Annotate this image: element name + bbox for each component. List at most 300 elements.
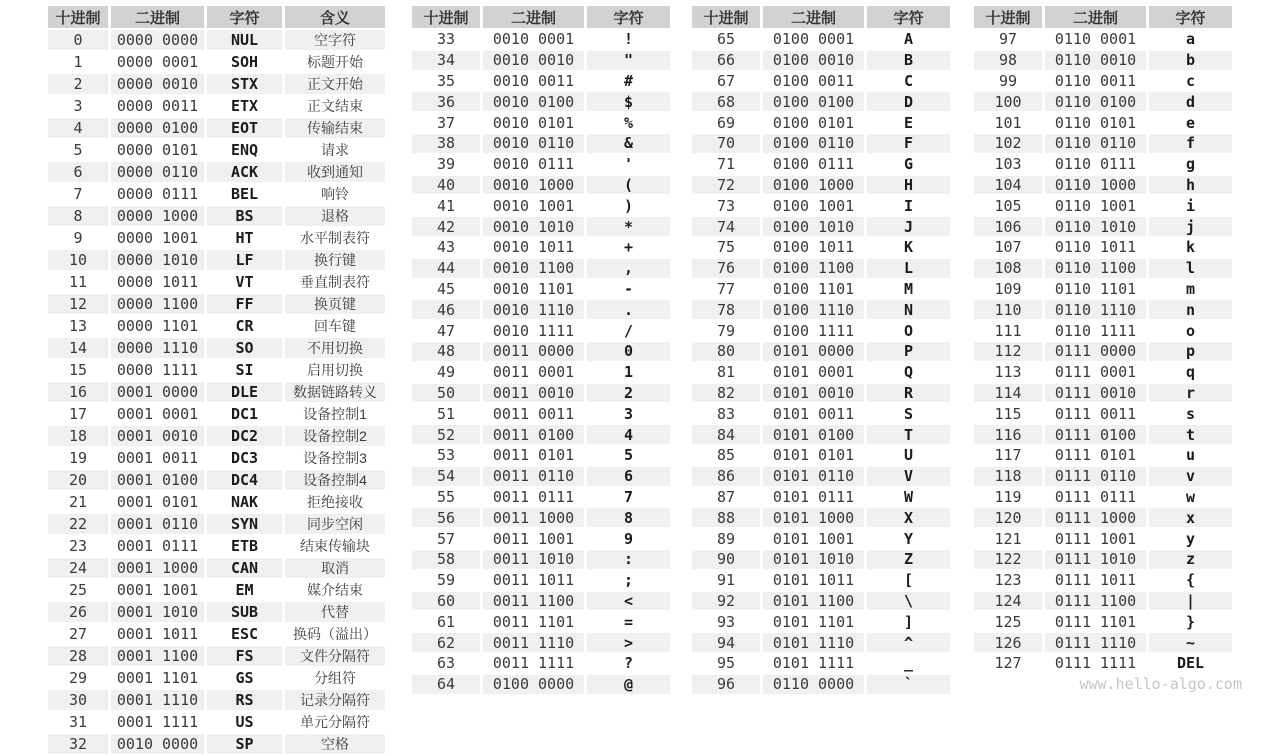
cell-decimal: 45	[412, 280, 483, 301]
cell-decimal: 9	[48, 228, 111, 250]
cell-char: 9	[587, 529, 670, 550]
cell-decimal: 107	[974, 238, 1045, 259]
cell-char: c	[1149, 72, 1232, 93]
cell-binary: 0011 0010	[483, 384, 587, 405]
cell-char: P	[867, 342, 950, 363]
column-header-binary: 二进制	[483, 6, 587, 30]
ascii-row-98	[974, 51, 1232, 72]
ascii-row-90	[692, 550, 950, 571]
cell-char: a	[1149, 30, 1232, 51]
cell-char: US	[207, 712, 285, 734]
cell-binary: 0011 1001	[483, 529, 587, 550]
cell-decimal: 75	[692, 238, 763, 259]
ascii-row-69	[692, 113, 950, 134]
cell-meaning: 记录分隔符	[285, 690, 385, 712]
cell-meaning: 标题开始	[285, 52, 385, 74]
cell-binary: 0100 0100	[763, 92, 867, 113]
cell-decimal: 65	[692, 30, 763, 51]
cell-meaning: 同步空闲	[285, 514, 385, 536]
cell-char: !	[587, 30, 670, 51]
cell-char: i	[1149, 196, 1232, 217]
cell-binary: 0000 0000	[111, 30, 207, 52]
cell-binary: 0101 1010	[763, 550, 867, 571]
cell-char: j	[1149, 217, 1232, 238]
cell-char: G	[867, 155, 950, 176]
cell-binary: 0111 1110	[1045, 633, 1149, 654]
cell-meaning: 文件分隔符	[285, 646, 385, 668]
cell-char: <	[587, 592, 670, 613]
ascii-row-47	[412, 321, 670, 342]
ascii-row-122	[974, 550, 1232, 571]
cell-binary: 0010 0111	[483, 155, 587, 176]
cell-char: LF	[207, 250, 285, 272]
ascii-row-88	[692, 508, 950, 529]
cell-binary: 0000 1110	[111, 338, 207, 360]
cell-binary: 0100 0011	[763, 72, 867, 93]
cell-binary: 0110 0000	[763, 675, 867, 696]
cell-meaning: 换页键	[285, 294, 385, 316]
ascii-row-41	[412, 196, 670, 217]
ascii-row-99	[974, 72, 1232, 93]
cell-decimal: 112	[974, 342, 1045, 363]
cell-char: I	[867, 196, 950, 217]
cell-decimal: 15	[48, 360, 111, 382]
cell-binary: 0001 0111	[111, 536, 207, 558]
ascii-row-102	[974, 134, 1232, 155]
cell-binary: 0111 0110	[1045, 467, 1149, 488]
cell-char: \	[867, 592, 950, 613]
ascii-row-16	[48, 382, 385, 404]
ascii-row-103	[974, 155, 1232, 176]
ascii-row-23	[48, 536, 385, 558]
ascii-row-33	[412, 30, 670, 51]
cell-meaning: 换行键	[285, 250, 385, 272]
cell-binary: 0101 0100	[763, 425, 867, 446]
ascii-row-123	[974, 571, 1232, 592]
cell-decimal: 3	[48, 96, 111, 118]
cell-binary: 0010 0001	[483, 30, 587, 51]
cell-binary: 0110 1011	[1045, 238, 1149, 259]
cell-char: FS	[207, 646, 285, 668]
column-header-meaning: 含义	[285, 6, 385, 30]
cell-meaning: 设备控制2	[285, 426, 385, 448]
ascii-row-10	[48, 250, 385, 272]
cell-binary: 0101 1100	[763, 592, 867, 613]
cell-char: :	[587, 550, 670, 571]
cell-binary: 0000 0001	[111, 52, 207, 74]
cell-binary: 0010 1000	[483, 176, 587, 197]
cell-binary: 0100 0110	[763, 134, 867, 155]
cell-char: 4	[587, 425, 670, 446]
cell-binary: 0010 1011	[483, 238, 587, 259]
cell-meaning: 收到通知	[285, 162, 385, 184]
ascii-row-6	[48, 162, 385, 184]
cell-char: DEL	[1149, 654, 1232, 675]
cell-char: CAN	[207, 558, 285, 580]
cell-char: U	[867, 446, 950, 467]
ascii-row-84	[692, 425, 950, 446]
cell-decimal: 71	[692, 155, 763, 176]
ascii-row-106	[974, 217, 1232, 238]
cell-char: .	[587, 300, 670, 321]
cell-decimal: 25	[48, 580, 111, 602]
column-header-binary: 二进制	[1045, 6, 1149, 30]
ascii-row-100	[974, 92, 1232, 113]
cell-binary: 0111 1000	[1045, 508, 1149, 529]
cell-char: S	[867, 404, 950, 425]
cell-binary: 0110 0001	[1045, 30, 1149, 51]
cell-char: g	[1149, 155, 1232, 176]
cell-decimal: 54	[412, 467, 483, 488]
ascii-row-2	[48, 74, 385, 96]
cell-decimal: 127	[974, 654, 1045, 675]
ascii-row-22	[48, 514, 385, 536]
cell-decimal: 80	[692, 342, 763, 363]
column-header-decimal: 十进制	[48, 6, 111, 30]
cell-decimal: 43	[412, 238, 483, 259]
cell-char: 5	[587, 446, 670, 467]
cell-char: l	[1149, 259, 1232, 280]
cell-decimal: 78	[692, 300, 763, 321]
cell-decimal: 125	[974, 612, 1045, 633]
cell-decimal: 94	[692, 633, 763, 654]
cell-decimal: 23	[48, 536, 111, 558]
cell-decimal: 11	[48, 272, 111, 294]
ascii-table-control-chars	[48, 6, 385, 756]
ascii-row-94	[692, 633, 950, 654]
cell-binary: 0101 0010	[763, 384, 867, 405]
cell-binary: 0011 1000	[483, 508, 587, 529]
cell-decimal: 16	[48, 382, 111, 404]
cell-char: 3	[587, 404, 670, 425]
cell-char: 2	[587, 384, 670, 405]
cell-char: 0	[587, 342, 670, 363]
cell-binary: 0010 0011	[483, 72, 587, 93]
cell-decimal: 93	[692, 612, 763, 633]
ascii-row-11	[48, 272, 385, 294]
cell-char: X	[867, 508, 950, 529]
cell-binary: 0100 0001	[763, 30, 867, 51]
cell-binary: 0110 1000	[1045, 176, 1149, 197]
cell-meaning: 正文开始	[285, 74, 385, 96]
cell-decimal: 104	[974, 176, 1045, 197]
cell-binary: 0101 0011	[763, 404, 867, 425]
cell-decimal: 44	[412, 259, 483, 280]
ascii-row-12	[48, 294, 385, 316]
cell-decimal: 119	[974, 488, 1045, 509]
ascii-row-80	[692, 342, 950, 363]
cell-binary: 0101 0111	[763, 488, 867, 509]
cell-decimal: 83	[692, 404, 763, 425]
cell-binary: 0101 1111	[763, 654, 867, 675]
ascii-row-24	[48, 558, 385, 580]
cell-binary: 0011 1011	[483, 571, 587, 592]
cell-char: ESC	[207, 624, 285, 646]
cell-decimal: 62	[412, 633, 483, 654]
cell-binary: 0001 0010	[111, 426, 207, 448]
ascii-row-109	[974, 280, 1232, 301]
cell-decimal: 14	[48, 338, 111, 360]
cell-meaning: 退格	[285, 206, 385, 228]
cell-binary: 0101 0001	[763, 363, 867, 384]
cell-decimal: 4	[48, 118, 111, 140]
cell-binary: 0000 1001	[111, 228, 207, 250]
cell-decimal: 97	[974, 30, 1045, 51]
cell-decimal: 24	[48, 558, 111, 580]
cell-decimal: 123	[974, 571, 1045, 592]
cell-char: '	[587, 155, 670, 176]
cell-decimal: 100	[974, 92, 1045, 113]
cell-binary: 0110 0101	[1045, 113, 1149, 134]
cell-decimal: 34	[412, 51, 483, 72]
cell-binary: 0110 1010	[1045, 217, 1149, 238]
column-header-decimal: 十进制	[692, 6, 763, 30]
cell-meaning: 单元分隔符	[285, 712, 385, 734]
cell-decimal: 57	[412, 529, 483, 550]
cell-binary: 0011 1100	[483, 592, 587, 613]
ascii-row-53	[412, 446, 670, 467]
cell-char: ^	[867, 633, 950, 654]
cell-char: k	[1149, 238, 1232, 259]
ascii-row-126	[974, 633, 1232, 654]
cell-char: SI	[207, 360, 285, 382]
cell-binary: 0111 0011	[1045, 404, 1149, 425]
ascii-row-15	[48, 360, 385, 382]
cell-binary: 0001 1100	[111, 646, 207, 668]
cell-char: |	[1149, 592, 1232, 613]
cell-decimal: 58	[412, 550, 483, 571]
cell-decimal: 103	[974, 155, 1045, 176]
column-header-binary: 二进制	[111, 6, 207, 30]
ascii-row-76	[692, 259, 950, 280]
cell-char: VT	[207, 272, 285, 294]
cell-decimal: 47	[412, 321, 483, 342]
cell-char: n	[1149, 300, 1232, 321]
cell-decimal: 87	[692, 488, 763, 509]
cell-decimal: 84	[692, 425, 763, 446]
cell-meaning: 回车键	[285, 316, 385, 338]
cell-binary: 0011 0110	[483, 467, 587, 488]
ascii-table-punctuation-digits	[412, 6, 670, 696]
cell-decimal: 106	[974, 217, 1045, 238]
cell-decimal: 101	[974, 113, 1045, 134]
cell-binary: 0010 1010	[483, 217, 587, 238]
cell-binary: 0011 0000	[483, 342, 587, 363]
cell-meaning: 启用切换	[285, 360, 385, 382]
cell-decimal: 102	[974, 134, 1045, 155]
cell-decimal: 8	[48, 206, 111, 228]
cell-binary: 0110 0111	[1045, 155, 1149, 176]
cell-binary: 0010 1110	[483, 300, 587, 321]
ascii-row-57	[412, 529, 670, 550]
cell-char: Z	[867, 550, 950, 571]
cell-binary: 0001 1010	[111, 602, 207, 624]
cell-decimal: 2	[48, 74, 111, 96]
cell-meaning: 取消	[285, 558, 385, 580]
cell-decimal: 66	[692, 51, 763, 72]
cell-char: 8	[587, 508, 670, 529]
cell-char: e	[1149, 113, 1232, 134]
cell-binary: 0110 1110	[1045, 300, 1149, 321]
cell-decimal: 68	[692, 92, 763, 113]
cell-char: DC1	[207, 404, 285, 426]
cell-binary: 0000 1000	[111, 206, 207, 228]
header-row	[692, 6, 950, 30]
cell-decimal: 90	[692, 550, 763, 571]
cell-decimal: 19	[48, 448, 111, 470]
cell-char: ENQ	[207, 140, 285, 162]
cell-char: R	[867, 384, 950, 405]
ascii-row-18	[48, 426, 385, 448]
ascii-row-124	[974, 592, 1232, 613]
cell-binary: 0101 1001	[763, 529, 867, 550]
cell-decimal: 42	[412, 217, 483, 238]
cell-binary: 0111 0100	[1045, 425, 1149, 446]
cell-decimal: 27	[48, 624, 111, 646]
cell-char: ]	[867, 612, 950, 633]
ascii-row-110	[974, 300, 1232, 321]
cell-char: %	[587, 113, 670, 134]
cell-char: >	[587, 633, 670, 654]
cell-meaning: 换码（溢出）	[285, 624, 385, 646]
ascii-row-66	[692, 51, 950, 72]
ascii-row-32	[48, 734, 385, 756]
cell-decimal: 118	[974, 467, 1045, 488]
ascii-row-104	[974, 176, 1232, 197]
cell-decimal: 46	[412, 300, 483, 321]
ascii-row-120	[974, 508, 1232, 529]
cell-decimal: 38	[412, 134, 483, 155]
cell-decimal: 92	[692, 592, 763, 613]
ascii-row-13	[48, 316, 385, 338]
cell-decimal: 116	[974, 425, 1045, 446]
cell-binary: 0000 0010	[111, 74, 207, 96]
cell-binary: 0111 1111	[1045, 654, 1149, 675]
cell-binary: 0001 1011	[111, 624, 207, 646]
cell-binary: 0110 0011	[1045, 72, 1149, 93]
cell-binary: 0111 0010	[1045, 384, 1149, 405]
cell-char: -	[587, 280, 670, 301]
cell-char: )	[587, 196, 670, 217]
cell-decimal: 95	[692, 654, 763, 675]
cell-decimal: 70	[692, 134, 763, 155]
ascii-row-78	[692, 300, 950, 321]
cell-decimal: 76	[692, 259, 763, 280]
cell-binary: 0101 1101	[763, 612, 867, 633]
ascii-table-65-96	[692, 6, 950, 696]
cell-decimal: 36	[412, 92, 483, 113]
ascii-row-43	[412, 238, 670, 259]
cell-binary: 0001 0110	[111, 514, 207, 536]
cell-decimal: 60	[412, 592, 483, 613]
cell-meaning: 不用切换	[285, 338, 385, 360]
ascii-row-71	[692, 155, 950, 176]
cell-char: 7	[587, 488, 670, 509]
ascii-row-63	[412, 654, 670, 675]
cell-char: J	[867, 217, 950, 238]
cell-decimal: 56	[412, 508, 483, 529]
column-header-binary: 二进制	[763, 6, 867, 30]
cell-char: DLE	[207, 382, 285, 404]
ascii-row-0	[48, 30, 385, 52]
cell-char: b	[1149, 51, 1232, 72]
cell-binary: 0100 1101	[763, 280, 867, 301]
cell-char: H	[867, 176, 950, 197]
cell-binary: 0111 0000	[1045, 342, 1149, 363]
cell-meaning: 空字符	[285, 30, 385, 52]
cell-char: w	[1149, 488, 1232, 509]
ascii-row-73	[692, 196, 950, 217]
cell-meaning: 设备控制4	[285, 470, 385, 492]
ascii-row-26	[48, 602, 385, 624]
cell-decimal: 117	[974, 446, 1045, 467]
cell-decimal: 50	[412, 384, 483, 405]
cell-decimal: 63	[412, 654, 483, 675]
cell-decimal: 124	[974, 592, 1045, 613]
cell-char: (	[587, 176, 670, 197]
cell-meaning: 设备控制1	[285, 404, 385, 426]
ascii-row-82	[692, 384, 950, 405]
ascii-row-5	[48, 140, 385, 162]
cell-char: _	[867, 654, 950, 675]
cell-char: v	[1149, 467, 1232, 488]
cell-decimal: 86	[692, 467, 763, 488]
cell-char: V	[867, 467, 950, 488]
cell-binary: 0100 1100	[763, 259, 867, 280]
ascii-row-19	[48, 448, 385, 470]
cell-binary: 0001 0100	[111, 470, 207, 492]
cell-char: C	[867, 72, 950, 93]
column-header-char: 字符	[587, 6, 670, 30]
cell-decimal: 73	[692, 196, 763, 217]
cell-binary: 0100 1001	[763, 196, 867, 217]
cell-binary: 0000 1011	[111, 272, 207, 294]
cell-char: #	[587, 72, 670, 93]
ascii-row-70	[692, 134, 950, 155]
ascii-row-118	[974, 467, 1232, 488]
ascii-row-3	[48, 96, 385, 118]
cell-decimal: 81	[692, 363, 763, 384]
ascii-row-38	[412, 134, 670, 155]
cell-decimal: 72	[692, 176, 763, 197]
ascii-row-21	[48, 492, 385, 514]
cell-binary: 0011 1110	[483, 633, 587, 654]
cell-binary: 0100 0101	[763, 113, 867, 134]
cell-decimal: 32	[48, 734, 111, 756]
cell-meaning: 数据链路转义	[285, 382, 385, 404]
cell-meaning: 水平制表符	[285, 228, 385, 250]
cell-meaning: 请求	[285, 140, 385, 162]
ascii-row-105	[974, 196, 1232, 217]
ascii-row-93	[692, 612, 950, 633]
cell-decimal: 51	[412, 404, 483, 425]
cell-char: 1	[587, 363, 670, 384]
cell-decimal: 18	[48, 426, 111, 448]
cell-meaning: 分组符	[285, 668, 385, 690]
ascii-row-45	[412, 280, 670, 301]
cell-char: s	[1149, 404, 1232, 425]
cell-char: STX	[207, 74, 285, 96]
ascii-row-35	[412, 72, 670, 93]
cell-char: {	[1149, 571, 1232, 592]
cell-char: N	[867, 300, 950, 321]
cell-char: HT	[207, 228, 285, 250]
cell-binary: 0000 1010	[111, 250, 207, 272]
cell-binary: 0001 1101	[111, 668, 207, 690]
ascii-row-62	[412, 633, 670, 654]
cell-char: EM	[207, 580, 285, 602]
cell-binary: 0111 0001	[1045, 363, 1149, 384]
